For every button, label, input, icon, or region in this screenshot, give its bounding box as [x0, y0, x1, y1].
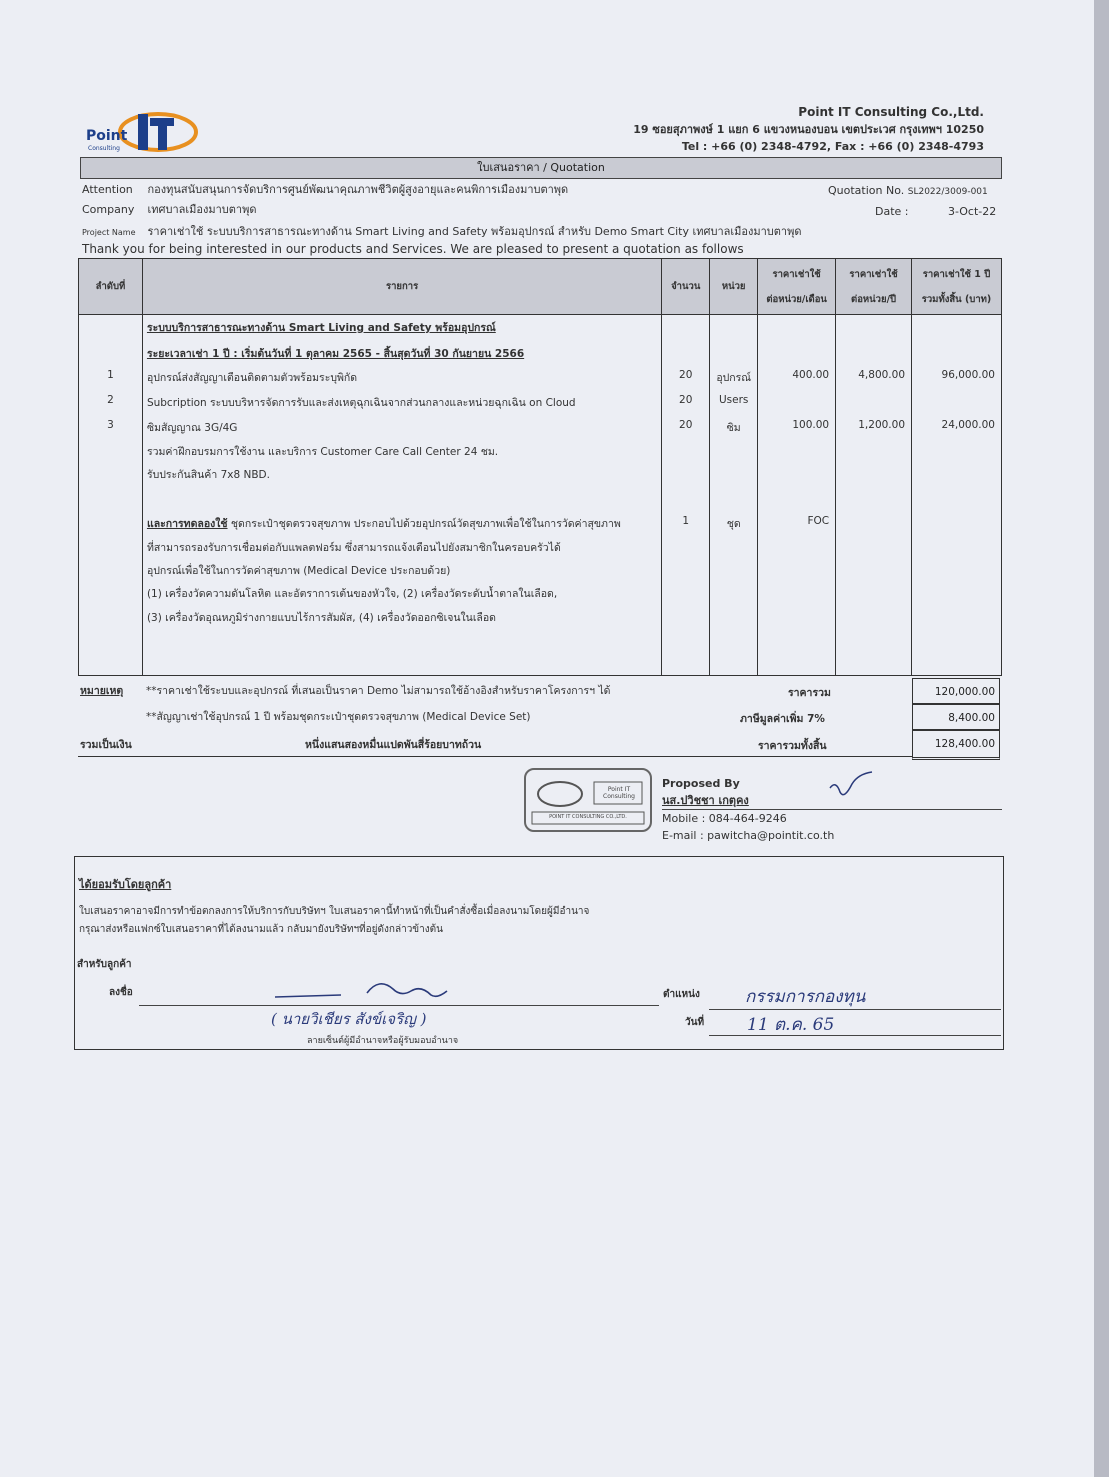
company-contact: Tel : +66 (0) 2348-4792, Fax : +66 (0) 2348-4793 [681, 140, 984, 153]
col-no: ลำดับที่ [79, 259, 143, 315]
svg-text:Consulting: Consulting [88, 145, 120, 152]
month-column [758, 315, 835, 675]
row-1-month: 400.00 [792, 369, 830, 381]
vat-value: 8,400.00 [912, 704, 1000, 730]
col-qty: จำนวน [662, 259, 710, 315]
total-words-label: รวมเป็นเงิน [80, 739, 132, 751]
document-title: ใบเสนอราคา / Quotation [80, 157, 1002, 179]
stamp-text: Point IT Consulting [603, 786, 635, 800]
row-2-no: 2 [107, 394, 114, 406]
for-customer-label: สำหรับลูกค้า [77, 959, 132, 970]
grand-total-value: 128,400.00 [912, 730, 1000, 760]
position-handwritten: กรรมการกองทุน [745, 987, 866, 1007]
proposed-label: Proposed By [662, 777, 740, 790]
company-header [633, 104, 984, 155]
row-3-item: ซิมสัญญาณ 3G/4G [146, 422, 238, 434]
company-name: Point IT Consulting Co.,Ltd. [798, 105, 984, 119]
svg-text:Point: Point [86, 128, 128, 144]
col-price-month-line1: ราคาเช่าใช้ [772, 268, 821, 280]
page-edge [1094, 0, 1109, 1477]
row-2-qty: 20 [679, 394, 693, 406]
row-3-month: 100.00 [792, 419, 830, 431]
acceptance-title: ได้ยอมรับโดยลูกค้า [79, 878, 172, 891]
stamp-logo-icon [526, 770, 650, 830]
proposer-email: E-mail : pawitcha@pointit.co.th [662, 829, 835, 842]
row-1-item: อุปกรณ์ส่งสัญญาเตือนติดตามตัวพร้อมระบุพิกัด [146, 372, 358, 384]
trial-line-first [147, 515, 621, 532]
position-line [709, 1009, 1001, 1010]
acceptance-text-1: ใบเสนอราคาอาจมีการทำข้อตกลงการให้บริการกับบริษัทฯ ใบเสนอราคานี้ทำหน้าที่เป็นคำสั่งซื้อเมื่อลงนามโดยผู้มีอำนาจ [79, 906, 590, 917]
signer-name-handwritten: ( นายวิเชียร สังข์เจริญ ) [271, 1010, 427, 1028]
col-total [912, 259, 1002, 315]
thanks-line: Thank you for being interested in our products and Services. We are pleased to present a quotation as follows [82, 242, 744, 256]
col-unit: หน่วย [710, 259, 758, 315]
trial-first-text: ชุดกระเป๋าชุดตรวจสุขภาพ ประกอบไปด้วยอุปกรณ์วัดสุขภาพเพื่อใช้ในการวัดค่าสุขภาพ [230, 518, 621, 530]
note-label: หมายเหตุ [80, 685, 124, 697]
customer-signature [271, 975, 471, 1007]
company-row [82, 200, 257, 218]
items-table [78, 258, 1002, 676]
signer-caption: ลายเซ็นต์ผู้มีอำนาจหรือผู้รับมอบอำนาจ [307, 1036, 459, 1046]
sign-label: ลงชื่อ [109, 987, 133, 998]
year-column [836, 315, 911, 675]
attention-label: Attention [82, 183, 133, 196]
table-body-row [79, 315, 1002, 676]
company-label: Company [82, 203, 135, 216]
trial-price: FOC [807, 515, 830, 527]
acceptance-text-2: กรุณาส่งหรือแฟกซ์ใบเสนอราคาที่ได้ลงนามแล้ว กลับมายังบริษัทฯที่อยู่ดังกล่าวข้างต้น [79, 924, 443, 935]
company-value: เทศบาลเมืองมาบตาพุด [147, 203, 257, 216]
project-row [82, 222, 801, 240]
col-total-line2: รวมทั้งสิ้น (บาท) [921, 293, 992, 305]
proposer-signature [826, 770, 876, 802]
qty-column [662, 315, 709, 675]
unit-column [710, 315, 757, 675]
grand-total-label: ราคารวมทั้งสิ้น [758, 740, 827, 752]
item-column [143, 315, 661, 675]
col-price-year [836, 259, 912, 315]
trial-unit: ชุด [726, 518, 741, 530]
trial-title: และการทดลองใช้ [146, 518, 228, 530]
row-3-unit: ซิม [726, 422, 741, 434]
col-item: รายการ [142, 259, 661, 315]
date-sign-label: วันที่ [685, 1017, 705, 1028]
acceptance-box [74, 856, 1004, 1050]
company-address: 19 ซอยสุภาพงษ์ 1 แยก 6 แขวงหนองบอน เขตประเวศ กรุงเทพฯ 10250 [633, 123, 984, 136]
col-price-month [758, 259, 836, 315]
row-1-year: 4,800.00 [858, 369, 906, 381]
vat-label: ภาษีมูลค่าเพิ่ม 7% [740, 713, 825, 725]
row-1-unit: อุปกรณ์ [716, 372, 752, 384]
stamp-subtext: POINT IT CONSULTING CO.,LTD. [549, 814, 627, 820]
extra-line-1: รวมค่าฝึกอบรมการใช้งาน และบริการ Customer Care Call Center 24 ชม. [146, 446, 499, 458]
no-column [79, 315, 142, 675]
row-3-no: 3 [107, 419, 114, 431]
project-label: Project Name [82, 228, 136, 237]
row-1-total: 96,000.00 [941, 369, 995, 381]
quotation-value: SL2022/3009-001 [907, 187, 988, 197]
quotation-label: Quotation No. [828, 184, 905, 197]
date-label: Date : [875, 205, 909, 218]
proposer-mobile: Mobile : 084-464-9246 [662, 812, 787, 825]
col-total-line1: ราคาเช่าใช้ 1 ปี [922, 268, 991, 280]
quotation-no [828, 184, 988, 197]
trial-line-5: (3) เครื่องวัดอุณหภูมิร่างกายแบบไร้การสัมผัส, (4) เครื่องวัดออกซิเจนในเลือด [146, 612, 496, 624]
subtotal-label: ราคารวม [788, 687, 831, 699]
date-line [709, 1035, 1001, 1036]
row-2-unit: Users [718, 394, 749, 406]
row-3-total: 24,000.00 [941, 419, 995, 431]
proposer-name: นส.ปวิชชา เกตุคง [662, 792, 1002, 810]
row-3-year: 1,200.00 [858, 419, 906, 431]
date-handwritten: 11 ต.ค. 65 [747, 1015, 835, 1035]
col-price-year-line2: ต่อหน่วย/ปี [851, 293, 897, 305]
note-1: **ราคาเช่าใช้ระบบและอุปกรณ์ ที่เสนอเป็นราคา Demo ไม่สามารถใช้อ้างอิงสำหรับราคาโครงการฯ ได้ [146, 685, 611, 697]
date-field [875, 205, 996, 218]
col-price-year-line1: ราคาเช่าใช้ [849, 268, 898, 280]
position-label: ตำแหน่ง [663, 989, 700, 1000]
company-stamp [524, 768, 652, 832]
trial-line-3: อุปกรณ์เพื่อใช้ในการวัดค่าสุขภาพ (Medical Device ประกอบด้วย) [146, 565, 451, 577]
row-3-qty: 20 [679, 419, 693, 431]
rental-period: ระยะเวลาเช่า 1 ปี : เริ่มต้นวันที่ 1 ตุลาคม 2565 - สิ้นสุดวันที่ 30 กันยายน 2566 [146, 348, 525, 360]
section-title: ระบบบริการสาธารณะทางด้าน Smart Living and Safety พร้อมอุปกรณ์ [146, 322, 496, 334]
subtotal-value: 120,000.00 [912, 678, 1000, 704]
row-1-qty: 20 [679, 369, 693, 381]
trial-qty: 1 [682, 515, 690, 527]
row-1-no: 1 [107, 369, 114, 381]
point-it-logo-icon [84, 108, 199, 156]
note-2: **สัญญาเช่าใช้อุปกรณ์ 1 ปี พร้อมชุดกระเป๋าชุดตรวจสุขภาพ (Medical Device Set) [146, 711, 531, 723]
project-value: ราคาเช่าใช้ ระบบบริการสาธารณะทางด้าน Smart Living and Safety พร้อมอุปกรณ์ สำหรับ Demo Smart City เทศบาลเมืองมาบตาพุด [147, 225, 802, 238]
company-logo [84, 108, 199, 156]
attention-value: กองทุนสนับสนุนการจัดบริการศูนย์พัฒนาคุณภาพชีวิตผู้สูงอายุและคนพิการเมืองมาบตาพุด [147, 183, 569, 196]
attention-row [82, 180, 568, 198]
total-column [912, 315, 1001, 675]
date-value: 3-Oct-22 [948, 205, 997, 218]
total-words: หนึ่งแสนสองหมื่นแปดพันสี่ร้อยบาทถ้วน [305, 739, 482, 751]
trial-line-2: ที่สามารถรองรับการเชื่อมต่อกับแพลตฟอร์ม ซึ่งสามารถแจ้งเตือนไปยังสมาชิกในครอบครัวได้ [146, 542, 561, 554]
row-2-item: Subcription ระบบบริหารจัดการรับและส่งเหตุฉุกเฉินจากส่วนกลางและหน่วยฉุกเฉิน on Cloud [146, 397, 576, 409]
summary-rule [78, 756, 912, 757]
extra-line-2: รับประกันสินค้า 7x8 NBD. [146, 469, 270, 481]
table-header-row [79, 259, 1002, 315]
trial-line-4: (1) เครื่องวัดความดันโลหิต และอัตราการเต้นของหัวใจ, (2) เครื่องวัดระดับน้ำตาลในเลือด, [146, 588, 558, 600]
col-price-month-line2: ต่อหน่วย/เดือน [766, 293, 827, 305]
